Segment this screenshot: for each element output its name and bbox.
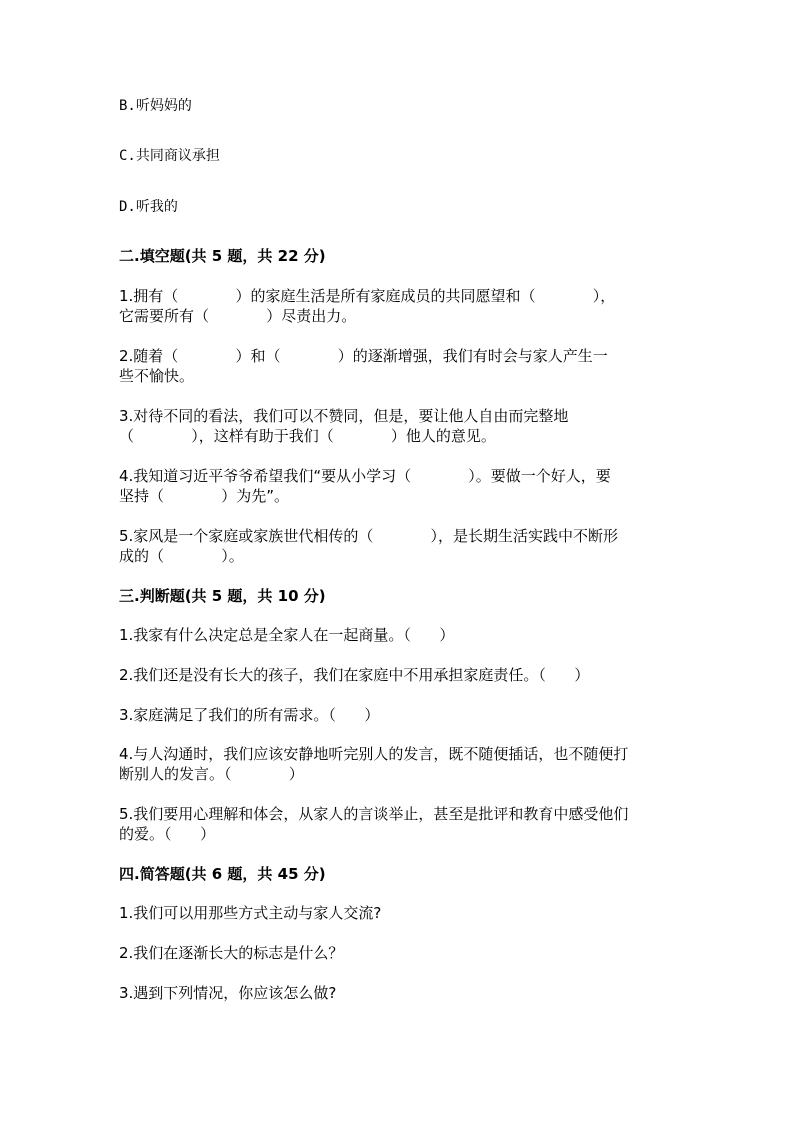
short-q1: 1.我们可以用那些方式主动与家人交流?: [119, 904, 382, 922]
fill-q1-line1: 1.拥有（ ）的家庭生活是所有家庭成员的共同愿望和（ ），: [119, 287, 616, 305]
judge-q4-line2: 断别人的发言。（ ）: [119, 765, 304, 783]
option-c: C.共同商议承担: [119, 148, 220, 164]
judge-q1: 1.我家有什么决定总是全家人在一起商量。（ ）: [119, 626, 455, 644]
judge-q5-line2: 的爱。（ ）: [119, 825, 216, 843]
judge-q3: 3.家庭满足了我们的所有需求。（ ）: [119, 706, 380, 724]
fill-q1-line2: 它需要所有（ ）尽责出力。: [119, 307, 357, 325]
fill-q2-line2: 些不愉快。: [119, 367, 195, 385]
judge-q5-line1: 5.我们要用心理解和体会，从家人的言谈举止，甚至是批评和教育中感受他们: [119, 805, 629, 823]
judge-q4-line1: 4.与人沟通时，我们应该安静地听完别人的发言，既不随便插话，也不随便打: [119, 745, 629, 763]
fill-q5-line1: 5.家风是一个家庭或家族世代相传的（ ），是长期生活实践中不断形: [119, 527, 619, 545]
option-b: B.听妈妈的: [119, 98, 192, 114]
fill-q4-line2: 坚持（ ）为先”。: [119, 487, 289, 505]
section-heading-short-answer: 四.简答题(共 6 题，共 45 分): [119, 865, 326, 883]
section-heading-fill-blank: 二.填空题(共 5 题，共 22 分): [119, 247, 326, 265]
fill-q3-line1: 3.对待不同的看法，我们可以不赞同，但是，要让他人自由而完整地: [119, 407, 569, 425]
option-d: D.听我的: [119, 199, 178, 215]
section-heading-judgement: 三.判断题(共 5 题，共 10 分): [119, 587, 326, 605]
short-q2: 2.我们在逐渐长大的标志是什么？: [119, 944, 344, 962]
fill-q4-line1: 4.我知道习近平爷爷希望我们“要从小学习（ ）。要做一个好人，要: [119, 467, 611, 485]
judge-q2: 2.我们还是没有长大的孩子，我们在家庭中不用承担家庭责任。（ ）: [119, 666, 590, 684]
fill-q3-line2: （ ），这样有助于我们（ ）他人的意见。: [119, 427, 496, 445]
fill-q5-line2: 成的（ ）。: [119, 547, 244, 565]
short-q3: 3.遇到下列情况，你应该怎么做?: [119, 984, 337, 1002]
fill-q2-line1: 2.随着（ ）和（ ）的逐渐增强，我们有时会与家人产生一: [119, 347, 608, 365]
